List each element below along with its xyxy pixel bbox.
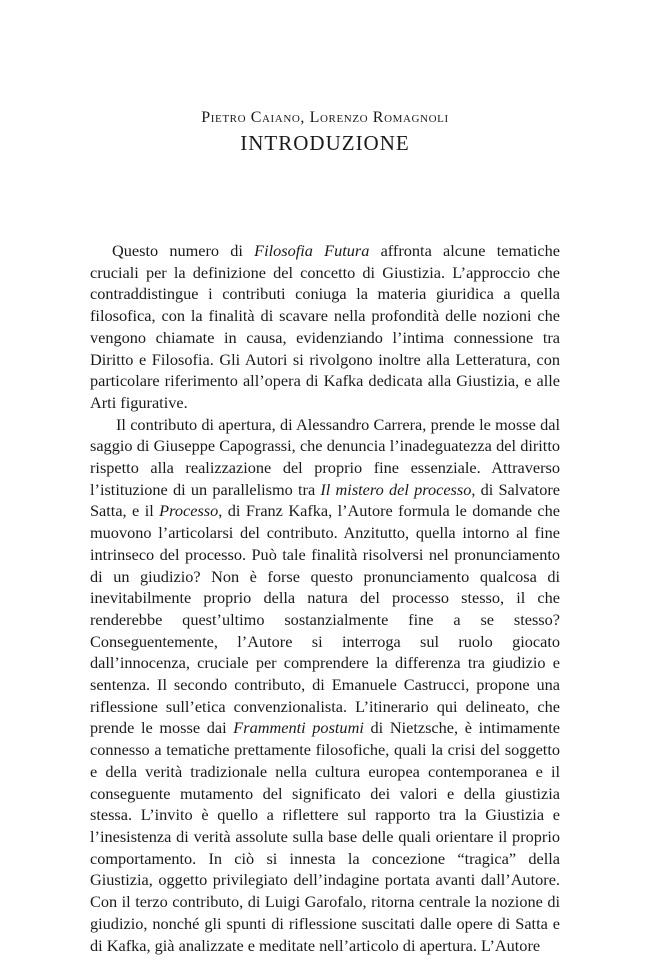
- book-title-kafka: Processo: [159, 501, 219, 521]
- p2-text-b: , di Salvatore Satta, e il: [90, 479, 560, 521]
- body-text: [90, 240, 560, 956]
- page-title: INTRODUZIONE: [240, 131, 410, 155]
- paragraph-1: [90, 240, 560, 414]
- authors-line: Pietro Caiano, Lorenzo Romagnoli: [201, 109, 449, 126]
- p1-text-a: Questo numero di: [112, 241, 255, 260]
- p2-text-c: , di Franz Kafka, l’Autore formula le domande che muovono l’articolarsi del contributo. Anzitutto, quella intorno al fine intrinseco del processo. Può tale finalità risolversi nel pronunciamento di un giudizio? Non è forse questo pronunciamento qualcosa di inevitabilmente proprio della natura del processo stesso, il che renderebbe quest’ultimo sostanzialmente fine a se stesso? Conseguentemente, l’Autore si interroga sul ruolo giocato dall’innocenza, cruciale per comprendere la differenza tra giudizio e sentenza. Il secondo contributo, di Emanuele Castrucci, propone una riflessione sull’etica convenzionalista. L’itinerario qui delineato, che prende le mosse dai: [90, 501, 560, 738]
- p1-text-b: affronta alcune tematiche cruciali per la definizione del concetto di Giustizia. L’approccio che contraddistingue i contributi coniuga la materia giuridica a quella filosofica, con la finalità di scavare nella profondità delle nozioni che vengono chiamate in causa, evidenziando l’intima connessione tra Diritto e Filosofia. Gli Autori si rivolgono inoltre alla Letteratura, con particolare riferimento all’opera di Kafka dedicata alla Giustizia, e alle Arti figurative.: [90, 241, 560, 412]
- paragraph-2: [90, 414, 560, 957]
- p2-text-a: Il contributo di apertura, di Alessandro Carrera, prende le mosse dal saggio di Giuseppe Capograssi, che denuncia l’inadeguatezza del diritto rispetto alla realizzazione del proprio fine essenziale. Attraverso l’istituzione di un parallelismo tra: [90, 414, 560, 499]
- journal-title: Filosofia Futura: [254, 241, 370, 260]
- book-title-nietzsche: Frammenti postumi: [233, 718, 364, 738]
- book-title-satta: Il mistero del processo: [320, 479, 472, 499]
- p2-text-d: di Nietzsche, è intimamente connesso a tematiche prettamente filosofiche, quali la crisi del soggetto e della verità tradizionale nella cultura europea contemporanea e il conseguente mutamento del significato dei valori e della giustizia stessa. L’invito è quello a riflettere sul rapporto tra la Giustizia e l’inesistenza di verità assolute sulla base delle quali orientare il proprio comportamento. In ciò si innesta la concezione “tragica” della Giustizia, oggetto privilegiato dell’indagine portata avanti dall’Autore. Con il terzo contributo, di Luigi Garofalo, ritorna centrale la nozione di giudizio, nonché gli spunti di riflessione suscitati dalle opere di Satta e di Kafka, già analizzate e meditate nell’articolo di apertura. L’Autore: [90, 718, 561, 955]
